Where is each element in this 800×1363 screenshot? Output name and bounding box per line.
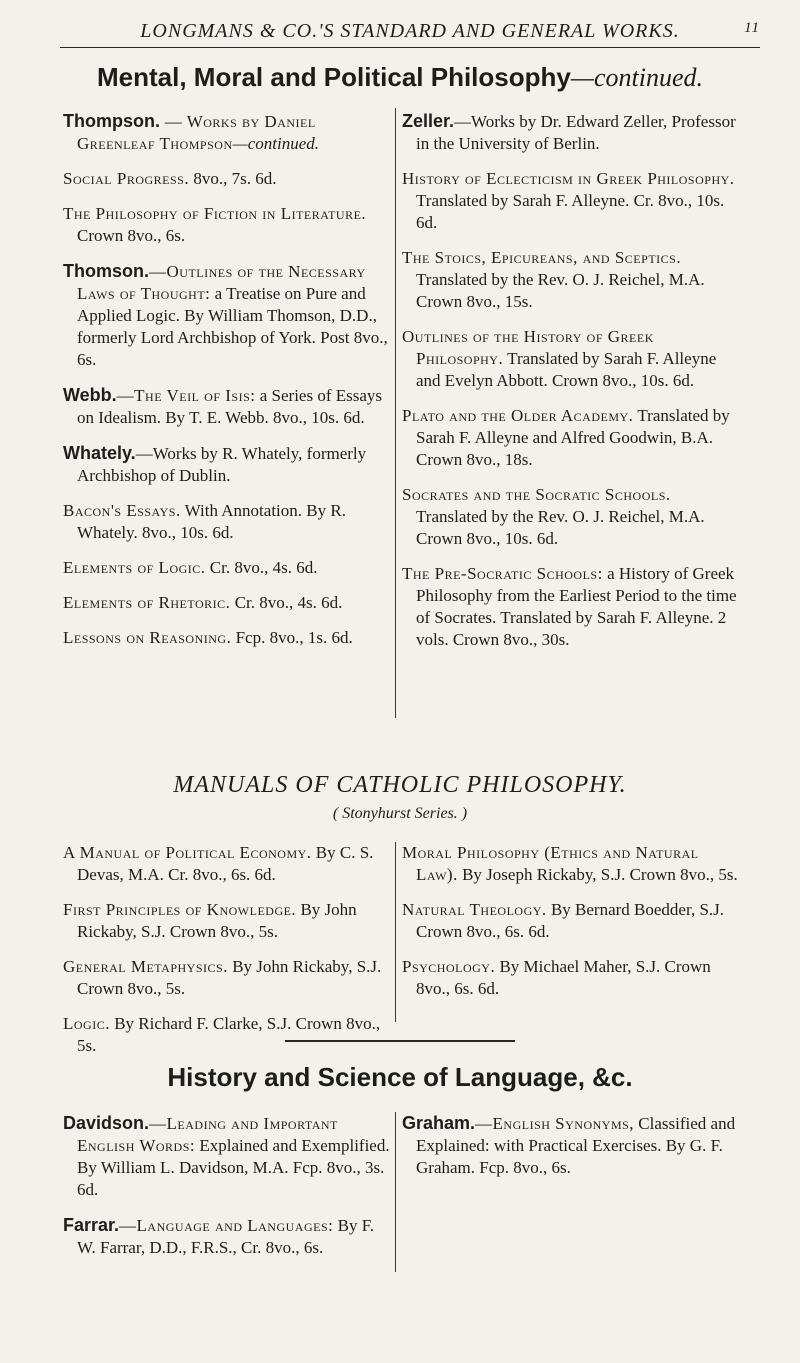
entry-title: Bacon's Essays. bbox=[63, 501, 181, 520]
list-item bbox=[63, 842, 390, 886]
entry-text: Classified and Explained: with Practical Exercises. By G. F. Graham. Fcp. 8vo., 6s. bbox=[416, 1114, 736, 1177]
entry-title: First Principles of Knowledge. bbox=[63, 900, 297, 919]
entry-title: The Philosophy of Fiction in Literature. bbox=[63, 204, 367, 223]
entry-title: Elements of Rhetoric. bbox=[63, 593, 231, 612]
list-item bbox=[402, 842, 742, 886]
list-item bbox=[63, 956, 390, 1000]
entry-title: —Leading and Important English Words: bbox=[77, 1114, 338, 1155]
entry-text: With Annotation. By R. Whately. 8vo., 10s. 6d. bbox=[77, 501, 346, 542]
list-item bbox=[63, 260, 390, 371]
entry-title: —Outlines of the Necessary Laws of Thought: bbox=[77, 262, 366, 303]
entry-text: By Joseph Rickaby, S.J. Crown 8vo., 5s. bbox=[457, 865, 738, 884]
list-item bbox=[402, 326, 742, 392]
entry-title: —Language and Languages: bbox=[119, 1216, 334, 1235]
entry-text: Cr. 8vo., 4s. 6d. bbox=[205, 558, 318, 577]
entry-title: Lessons on Reasoning. bbox=[63, 628, 232, 647]
entry-title: Plato and the Older Academy. bbox=[402, 406, 634, 425]
entry-text: By F. W. Farrar, D.D., F.R.S., Cr. 8vo., 6s. bbox=[77, 1216, 375, 1257]
entry-text: By John Rickaby, S.J. Crown 8vo., 5s. bbox=[77, 957, 382, 998]
entry-title: —The Veil of Isis: bbox=[116, 386, 256, 405]
entry-title: Socrates and the Socratic Schools. bbox=[402, 485, 671, 504]
list-item bbox=[63, 1214, 390, 1259]
list-item bbox=[402, 899, 742, 943]
list-item bbox=[402, 405, 742, 471]
list-item bbox=[63, 110, 390, 155]
entry-text: Translated by the Rev. O. J. Reichel, M.A. Crown 8vo., 10s. 6d. bbox=[416, 507, 705, 548]
list-item bbox=[63, 442, 390, 487]
list-item bbox=[402, 484, 742, 550]
list-item bbox=[63, 627, 390, 649]
entry-text: —Works by R. Whately, formerly Archbishop of Dublin. bbox=[77, 444, 367, 485]
entry-text: Crown 8vo., 6s. bbox=[77, 226, 186, 245]
list-item bbox=[63, 1013, 390, 1057]
entry-text: a Series of Essays on Idealism. By T. E. Webb. 8vo., 10s. 6d. bbox=[77, 386, 383, 427]
entry-title: Moral Philosophy (Ethics and Natural Law). bbox=[402, 843, 699, 884]
entry-title: Psychology. bbox=[402, 957, 496, 976]
entry-title: Elements of Logic. bbox=[63, 558, 206, 577]
entry-text: By Bernard Boedder, S.J. Crown 8vo., 6s. 6d. bbox=[416, 900, 725, 941]
entry-title: Natural Theology. bbox=[402, 900, 547, 919]
manuals-title: MANUALS OF CATHOLIC PHILOSOPHY. bbox=[173, 772, 627, 798]
entry-text: Cr. 8vo., 4s. 6d. bbox=[230, 593, 343, 612]
entry-title: History of Eclecticism in Greek Philosophy. bbox=[402, 169, 735, 188]
entry-author: Thomson. bbox=[63, 261, 149, 281]
entry-text: Translated by Sarah F. Alleyne. Cr. 8vo., 10s. 6d. bbox=[416, 191, 725, 232]
entry-text: By John Rickaby, S.J. Crown 8vo., 5s. bbox=[77, 900, 357, 941]
entry-author: Davidson. bbox=[63, 1113, 150, 1133]
section-title-continued: —continued. bbox=[570, 63, 703, 92]
page-number: 11 bbox=[744, 20, 760, 36]
manuals-subtitle: ( Stonyhurst Series. ) bbox=[332, 805, 468, 822]
list-item bbox=[402, 956, 742, 1000]
right-column-2 bbox=[402, 1112, 742, 1192]
entry-title: Logic. bbox=[63, 1014, 110, 1033]
manuals-left-column bbox=[63, 842, 390, 1070]
list-item bbox=[63, 500, 390, 544]
entry-author: Thompson. bbox=[63, 111, 160, 131]
column-divider bbox=[395, 1112, 396, 1272]
entry-text: 8vo., 7s. 6d. bbox=[189, 169, 277, 188]
running-head bbox=[60, 20, 760, 48]
entry-text: By Michael Maher, S.J. Crown 8vo., 6s. 6d. bbox=[416, 957, 711, 998]
section-title-text: Mental, Moral and Political Philosophy bbox=[97, 62, 571, 92]
list-item bbox=[63, 168, 390, 190]
section-title-language bbox=[0, 1062, 800, 1093]
left-column-1 bbox=[63, 110, 390, 662]
entry-title: The Stoics, Epicureans, and Sceptics. bbox=[402, 248, 682, 267]
entry-author: Graham. bbox=[402, 1113, 476, 1133]
entry-text: By Richard F. Clarke, S.J. Crown 8vo., 5s. bbox=[77, 1014, 381, 1055]
entry-title: The Pre-Socratic Schools: bbox=[402, 564, 603, 583]
entry-text: Translated by Sarah F. Alleyne and Alfred Goodwin, B.A. Crown 8vo., 18s. bbox=[416, 406, 730, 469]
entry-text: — Works by Daniel Greenleaf Thompson bbox=[77, 112, 316, 153]
list-item bbox=[63, 557, 390, 579]
entry-text: By C. S. Devas, M.A. Cr. 8vo., 6s. 6d. bbox=[77, 843, 374, 884]
list-item bbox=[402, 168, 742, 234]
list-item bbox=[63, 203, 390, 247]
entry-title: A Manual of Political Economy. bbox=[63, 843, 312, 862]
entry-title: Outlines of the History of Greek Philosophy. bbox=[402, 327, 654, 368]
entry-text: Translated by Sarah F. Alleyne and Evelyn Abbott. Crown 8vo., 10s. 6d. bbox=[416, 349, 717, 390]
list-item bbox=[63, 1112, 390, 1201]
entry-author: Zeller. bbox=[402, 111, 455, 131]
list-item bbox=[402, 247, 742, 313]
section-title-philosophy bbox=[0, 62, 800, 93]
list-item bbox=[63, 384, 390, 429]
entry-text: Fcp. 8vo., 1s. 6d. bbox=[231, 628, 353, 647]
list-item bbox=[63, 899, 390, 943]
entry-text: a History of Greek Philosophy from the Earliest Period to the time of Socrates. Translated by Sarah F. Alleyne. 2 vols. Crown 8vo., 30s. bbox=[416, 564, 737, 649]
right-column-1 bbox=[402, 110, 742, 664]
running-title: LONGMANS & CO.'S STANDARD AND GENERAL WORKS. bbox=[140, 20, 680, 42]
entry-title: —English Synonyms, bbox=[475, 1114, 635, 1133]
entry-text: Translated by the Rev. O. J. Reichel, M.A. Crown 8vo., 15s. bbox=[416, 270, 705, 311]
manuals-right-column bbox=[402, 842, 742, 1013]
column-divider bbox=[395, 842, 396, 1022]
entry-note: —continued. bbox=[232, 134, 320, 153]
entry-title: General Metaphysics. bbox=[63, 957, 228, 976]
column-divider bbox=[395, 108, 396, 718]
entry-text: a Treatise on Pure and Applied Logic. By William Thomson, D.D., formerly Lord Archbishop of York. Post 8vo., 6s. bbox=[77, 284, 388, 369]
entry-author: Webb. bbox=[63, 385, 117, 405]
left-column-2 bbox=[63, 1112, 390, 1272]
entry-author: Whately. bbox=[63, 443, 136, 463]
section-title-text: History and Science of Language, &c. bbox=[167, 1062, 633, 1092]
section-rule bbox=[285, 1040, 515, 1042]
list-item bbox=[402, 563, 742, 651]
list-item bbox=[63, 592, 390, 614]
entry-title: Social Progress. bbox=[63, 169, 190, 188]
entry-text: Explained and Exemplified. By William L. Davidson, M.A. Fcp. 8vo., 3s. 6d. bbox=[77, 1136, 390, 1199]
list-item bbox=[402, 1112, 742, 1179]
entry-author: Farrar. bbox=[63, 1215, 120, 1235]
entry-text: —Works by Dr. Edward Zeller, Professor in the University of Berlin. bbox=[416, 112, 736, 153]
list-item bbox=[402, 110, 742, 155]
